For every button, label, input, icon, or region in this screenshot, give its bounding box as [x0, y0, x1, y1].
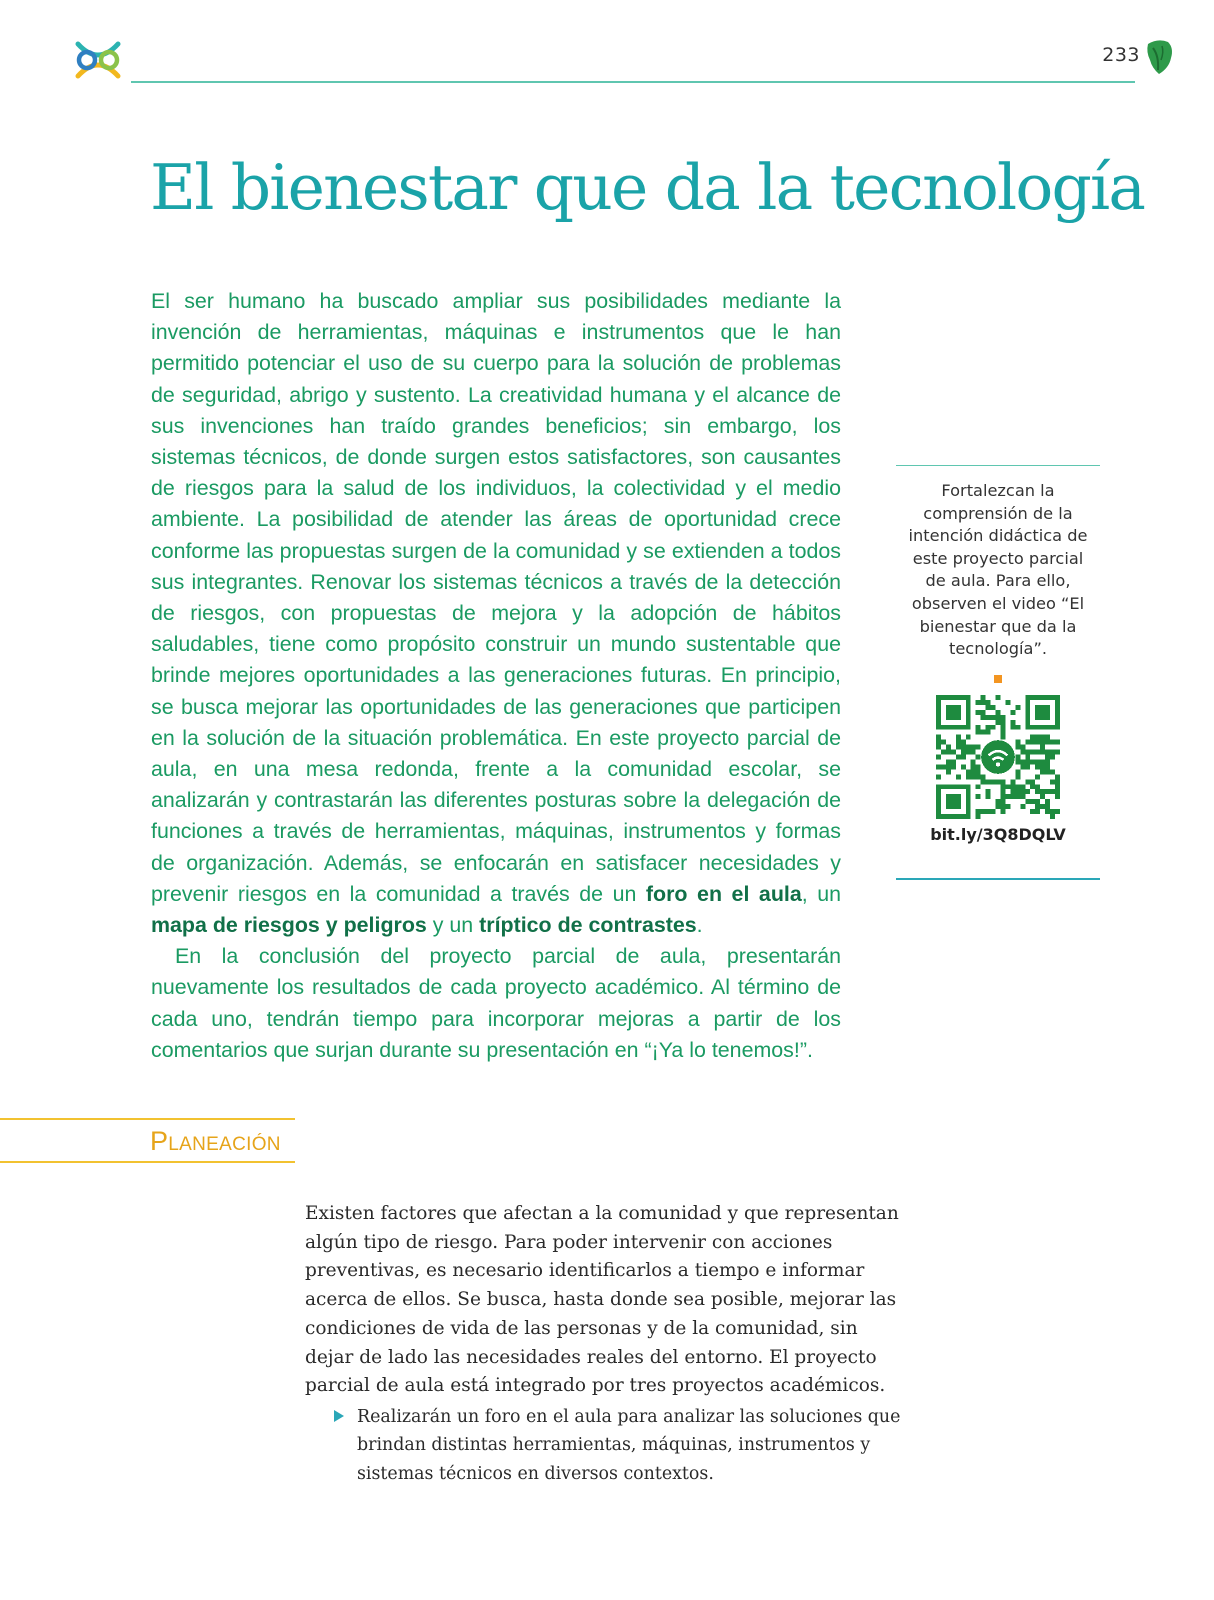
planeacion-paragraph: Existen factores que afectan a la comunidad y que representan algún tipo de riesgo. Para poder intervenir con acciones preventivas, es necesario identificarlos a tiempo e informar acerca de ellos. Se busca, hasta donde sea posible, mejorar las condiciones de vida de las personas y de la comunidad, sin dejar de lado las necesidades reales del entorno. El proyecto parcial de aula está integrado por tres proyectos académicos. — [305, 1203, 899, 1397]
project-foro-en-el-aula: foro en el aula — [645, 881, 802, 906]
qr-link[interactable]: bit.ly/3Q8DQLV — [930, 824, 1066, 844]
intro-paragraph-2: En la conclusión del proyecto parcial de aula, presentarán nuevamente los resultados de cada proyecto académico. Al término de cada uno, tendrán tiempo para incorporar mejoras a partir de los comentarios que surjan durante su presentación en “¡Ya lo tenemos!”. — [151, 944, 841, 1062]
intertwined-circles-logo-icon — [72, 36, 124, 84]
project-mapa-de-riesgos: mapa de riesgos y peligros — [151, 913, 427, 938]
video-sidebar — [896, 465, 1100, 880]
page-number: 233 — [1102, 44, 1140, 66]
intro-paragraph-1 — [151, 286, 841, 941]
planeacion-body — [305, 1200, 907, 1488]
list-item-text: Realizarán un foro en el aula para analizar las soluciones que brindan distintas herramientas, máquinas, instrumentos y sistemas técnicos en diversos contextos. — [357, 1406, 901, 1484]
project-triptico-de-contrastes: tríptico de contrastes — [479, 913, 697, 938]
header-rule — [131, 81, 1135, 83]
orange-square-icon — [994, 675, 1002, 683]
intro-body — [151, 286, 841, 1066]
list-item — [305, 1403, 907, 1489]
intro-paragraph-1-text: El ser humano ha buscado ampliar sus posibilidades mediante la invención de herramientas, máquinas e instrumentos que le han permitido potenciar el uso de su cuerpo para la solución de problemas de seguridad, abrigo y sustento. La creatividad humana y el alcance de sus invenciones han traído grandes beneficios; sin embargo, los sistemas técnicos, de donde surgen estos satisfactores, son causantes de riesgos para la salud de los individuos, la colectividad y el medio ambiente. La posibilidad de atender las áreas de oportunidad crece conforme las propuestas surgen de la comunidad y se extienden a todos sus integrantes. Renovar los sistemas técnicos a través de la detección de riesgos, con propuestas de mejora y la adopción de hábitos saludables, tiene como propósito construir un mundo sustentable que brinde mejores oportunidades a las generaciones futuras. En principio, se busca mejorar las oportunidades de las generaciones que participen en la solución de la situación problemática. En este proyecto parcial de aula, en una mesa redonda, frente a la comunidad escolar, se analizarán y contrastarán las diferentes posturas sobre la delegación de funciones a través de herramientas, máquinas, instrumentos y formas de organización. Además, se enfocarán en satisfacer necesidades y prevenir riesgos en la comunidad a través de un — [151, 289, 841, 906]
green-leaf-icon — [1144, 38, 1174, 76]
intro-separator-2: y un — [426, 913, 480, 938]
sidebar-text: Fortalezcan la comprensión de la intención didáctica de este proyecto parcial de aula. Para ello, observen el video “El bienestar que da la tecnología”. — [908, 481, 1088, 659]
section-rule-top — [0, 1118, 295, 1120]
section-heading-planeacion: Planeación — [150, 1126, 281, 1156]
section-rule-bottom — [0, 1161, 295, 1163]
triangle-bullet-icon — [333, 1409, 345, 1423]
page-title: El bienestar que da la tecnología — [150, 151, 1145, 224]
qr-code-icon[interactable] — [936, 695, 1060, 819]
intro-end: . — [696, 913, 703, 938]
intro-separator-1: , un — [801, 881, 842, 906]
bullet-list — [305, 1403, 907, 1489]
